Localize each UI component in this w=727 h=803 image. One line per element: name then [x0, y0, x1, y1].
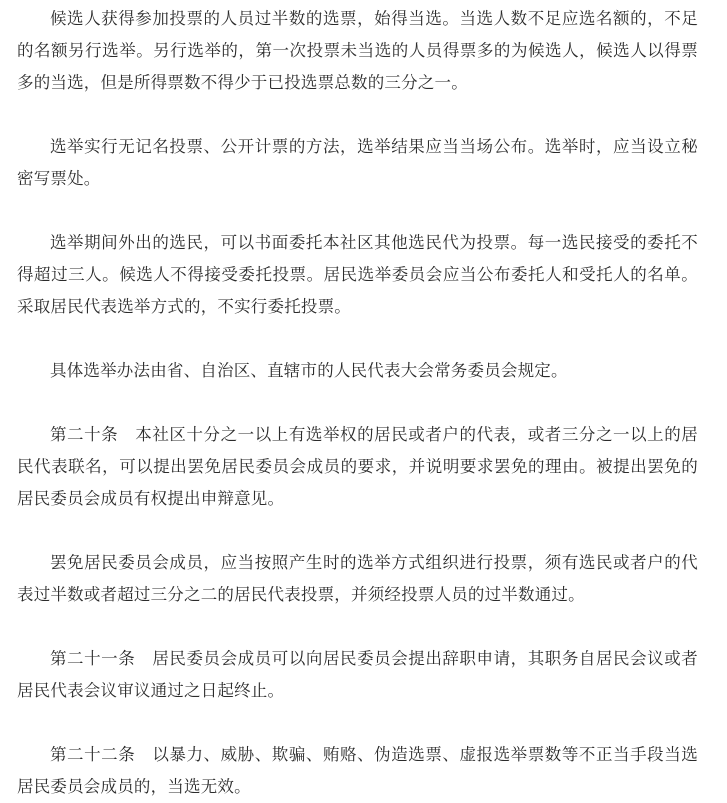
paragraph-vote-threshold: 候选人获得参加投票的人员过半数的选票，始得当选。当选人数不足应选名额的，不足的名额另行选举。另行选举的，第一次投票未当选的人员得票多的为候选人，候选人以得票多的当选，但是所得票数不得少于已投选票总数的三分之一。: [17, 9, 698, 92]
paragraph-article-21: 第二十一条 居民委员会成员可以向居民委员会提出辞职申请，其职务自居民会议或者居民代表会议审议通过之日起终止。: [17, 649, 698, 700]
paragraph-article-22: 第二十二条 以暴力、威胁、欺骗、贿赂、伪造选票、虚报选举票数等不正当手段当选居民委员会成员的，当选无效。: [17, 745, 698, 796]
paragraph-secret-ballot: 选举实行无记名投票、公开计票的方法，选举结果应当当场公布。选举时，应当设立秘密写票处。: [17, 137, 698, 188]
paragraph-proxy-voting: 选举期间外出的选民，可以书面委托本社区其他选民代为投票。每一选民接受的委托不得超过三人。候选人不得接受委托投票。居民选举委员会应当公布委托人和受托人的名单。采取居民代表选举方式的，不实行委托投票。: [17, 233, 698, 316]
paragraph-recall-procedure: 罢免居民委员会成员，应当按照产生时的选举方式组织进行投票，须有选民或者户的代表过半数或者超过三分之二的居民代表投票，并须经投票人员的过半数通过。: [17, 553, 698, 604]
document-body: [17, 3, 698, 803]
paragraph-article-20: 第二十条 本社区十分之一以上有选举权的居民或者户的代表，或者三分之一以上的居民代表联名，可以提出罢免居民委员会成员的要求，并说明要求罢免的理由。被提出罢免的居民委员会成员有权提出申辩意见。: [17, 425, 698, 508]
paragraph-election-rules: 具体选举办法由省、自治区、直辖市的人民代表大会常务委员会规定。: [50, 361, 568, 380]
